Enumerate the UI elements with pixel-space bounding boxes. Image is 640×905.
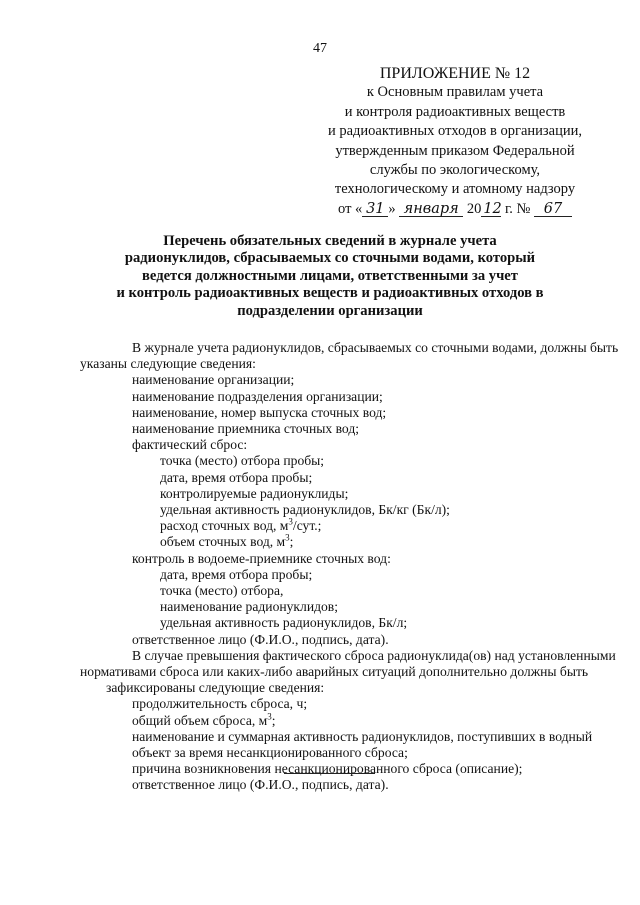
page-number: 47 <box>313 41 327 56</box>
heading-line: подразделении организации <box>237 302 423 319</box>
list-item: наименование организации; <box>132 372 295 388</box>
case-line: нормативами сброса или каких-либо аварийных ситуаций дополнительно должны быть <box>80 664 589 680</box>
control-item: дата, время отбора пробы; <box>160 566 313 582</box>
appendix-line: и радиоактивных отходов в организации, <box>327 123 583 140</box>
closing-divider <box>284 773 375 774</box>
intro-line: указаны следующие сведения: <box>80 356 256 372</box>
appendix-line: и контроля радиоактивных веществ <box>344 103 566 120</box>
total-volume-text: общий объем сброса, м <box>132 712 268 728</box>
extra-item: наименование и суммарная активность радионуклидов, поступивших в водный <box>132 728 593 744</box>
extra-item <box>106 713 606 729</box>
flow-suffix: /сут.; <box>292 518 322 534</box>
case-line: зафиксированы следующие сведения: <box>106 680 325 696</box>
responsible-person: ответственное лицо (Ф.И.О., подпись, дата). <box>132 777 389 793</box>
discharge-item: удельная активность радионуклидов, Бк/кг (Бк/л); <box>160 502 450 518</box>
list-item: наименование подразделения организации; <box>132 388 383 404</box>
flow-superscript: 3 <box>288 516 293 527</box>
extra-item: объект за время несанкционированного сброса; <box>132 745 408 761</box>
heading-line: ведется должностными лицами, ответственными за учет <box>142 267 518 284</box>
discharge-item <box>106 518 606 534</box>
total-volume-suffix: ; <box>271 712 276 728</box>
extra-item: причина возникновения несанкционированного сброса (описание); <box>132 761 523 777</box>
appendix-date-line <box>296 200 614 219</box>
date-prefix: от « <box>338 200 363 217</box>
appendix-line: утвержденным приказом Федеральной <box>335 142 575 159</box>
appendix-title: ПРИЛОЖЕНИЕ № 12 <box>379 65 531 82</box>
handwritten-day: 31 <box>362 202 388 217</box>
list-item: фактический сброс: <box>132 437 248 453</box>
appendix-line: к Основным правилам учета <box>366 84 544 101</box>
control-label: контроль в водоеме-приемнике сточных вод: <box>132 550 391 566</box>
date-mid: » <box>388 200 396 217</box>
handwritten-year: 12 <box>483 200 502 217</box>
heading-line: и контроль радиоактивных веществ и радиоактивных отходов в <box>116 285 544 302</box>
appendix-line: технологическому и атомному надзору <box>334 181 576 198</box>
total-volume-superscript: 3 <box>267 711 272 722</box>
discharge-item: точка (место) отбора пробы; <box>160 453 325 469</box>
control-item: удельная активность радионуклидов, Бк/л; <box>160 615 408 631</box>
discharge-item: дата, время отбора пробы; <box>160 469 313 485</box>
responsible-person: ответственное лицо (Ф.И.О., подпись, дата). <box>132 631 389 647</box>
handwritten-month: января <box>399 202 463 217</box>
control-item: наименование радионуклидов; <box>160 599 339 615</box>
extra-item: продолжительность сброса, ч; <box>132 696 308 712</box>
control-item: точка (место) отбора, <box>160 583 284 599</box>
heading-line: Перечень обязательных сведений в журнале учета <box>163 233 497 249</box>
flow-text: расход сточных вод, м <box>160 518 289 534</box>
volume-superscript: 3 <box>285 532 290 543</box>
discharge-item: контролируемые радионуклиды; <box>160 485 349 501</box>
appendix-block <box>296 64 614 219</box>
after-year: г. № <box>504 200 531 217</box>
document-heading <box>100 233 560 320</box>
appendix-line: службы по экологическому, <box>369 162 541 179</box>
handwritten-order-number: 67 <box>534 202 572 217</box>
document-body <box>80 340 619 794</box>
discharge-item <box>106 534 606 550</box>
case-line: В случае превышения фактического сброса радионуклида(ов) над установленными <box>132 647 616 663</box>
intro-line: В журнале учета радионуклидов, сбрасываемых со сточными водами, должны быть <box>132 340 619 355</box>
heading-line: радионуклидов, сбрасываемых со сточными водами, который <box>124 250 536 267</box>
year-prefix: 20 <box>466 200 482 217</box>
volume-text: объем сточных вод, м <box>160 534 286 550</box>
list-item: наименование, номер выпуска сточных вод; <box>132 404 387 420</box>
volume-suffix: ; <box>289 534 294 550</box>
list-item: наименование приемника сточных вод; <box>132 421 360 437</box>
